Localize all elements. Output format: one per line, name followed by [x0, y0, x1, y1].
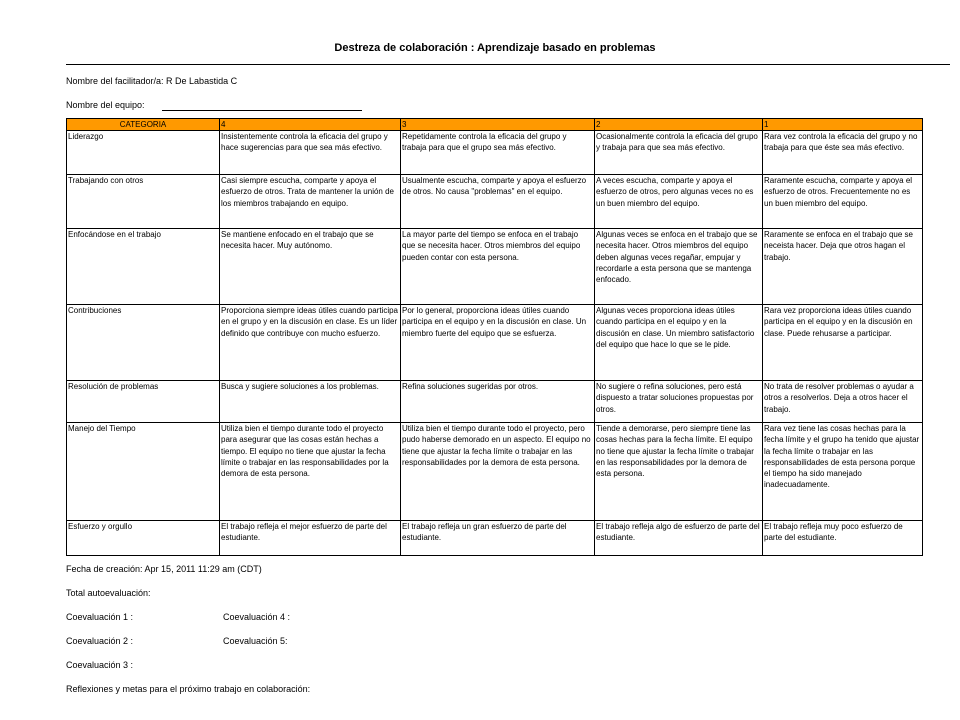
- descriptor-cell: No trata de resolver problemas o ayudar a otros a resolverlos. Deja a otros hacer el trabajo.: [763, 381, 923, 423]
- descriptor-cell: Algunas veces se enfoca en el trabajo que se necesita hacer. Otros miembros del equipo deben algunas veces regañar, empujar y recordarle a esta persona que se mantenga enfocado.: [595, 229, 763, 305]
- descriptor-cell: Tiende a demorarse, pero siempre tiene las cosas hechas para la fecha límite. El equipo no tiene que ajustar la fecha límite o trabajar en las responsabilidades por la demora de esta persona.: [595, 423, 763, 521]
- header-score-3: 3: [401, 119, 595, 131]
- descriptor-cell: Algunas veces proporciona ideas útiles cuando participa en el equipo y en la discusión en clase. Un miembro satisfactorio del equipo que hace lo que se le pide.: [595, 305, 763, 381]
- descriptor-cell: Repetidamente controla la eficacia del grupo y trabaja para que el grupo sea más efectivo.: [401, 131, 595, 175]
- table-row: [67, 229, 923, 305]
- table-row: [67, 423, 923, 521]
- descriptor-cell: El trabajo refleja muy poco esfuerzo de parte del estudiante.: [763, 521, 923, 556]
- descriptor-cell: Raramente escucha, comparte y apoya el esfuerzo de otros. Frecuentemente no es un buen miembro del equipo.: [763, 175, 923, 229]
- facilitator-name: Nombre del facilitador/a: R De Labastida C: [66, 76, 238, 86]
- self-evaluation-total: Total autoevaluación:: [66, 588, 151, 598]
- descriptor-cell: El trabajo refleja algo de esfuerzo de parte del estudiante.: [595, 521, 763, 556]
- descriptor-cell: Rara vez tiene las cosas hechas para la fecha límite y el grupo ha tenido que ajustar la fecha límite o trabajar en las responsabilidades de esta persona porque el tiempo ha sido manejado inadecuadamente.: [763, 423, 923, 521]
- team-name-label: Nombre del equipo:: [66, 100, 145, 110]
- header-score-1: 1: [763, 119, 923, 131]
- descriptor-cell: Por lo general, proporciona ideas útiles cuando participa en el equipo y en la discusión en clase. Un miembro fuerte del equipo que se esfuerza.: [401, 305, 595, 381]
- criterion-cell: Enfocándose en el trabajo: [67, 229, 220, 305]
- table-row: [67, 175, 923, 229]
- descriptor-cell: La mayor parte del tiempo se enfoca en el trabajo que se necesita hacer. Otros miembros del equipo pueden contar con esta persona.: [401, 229, 595, 305]
- descriptor-cell: No sugiere o refina soluciones, pero está dispuesto a tratar soluciones propuestas por otros.: [595, 381, 763, 423]
- coevaluation-3: Coevaluación 3 :: [66, 660, 134, 670]
- criterion-cell: Liderazgo: [67, 131, 220, 175]
- descriptor-cell: A veces escucha, comparte y apoya el esfuerzo de otros, pero algunas veces no es un buen miembro del equipo.: [595, 175, 763, 229]
- descriptor-cell: Raramente se enfoca en el trabajo que se neceista hacer. Deja que otros hagan el trabajo.: [763, 229, 923, 305]
- coevaluation-4: Coevaluación 4 :: [223, 612, 291, 622]
- table-row: [67, 305, 923, 381]
- descriptor-cell: Se mantiene enfocado en el trabajo que se necesita hacer. Muy autónomo.: [220, 229, 401, 305]
- table-row: [67, 521, 923, 556]
- criterion-cell: Resolución de problemas: [67, 381, 220, 423]
- descriptor-cell: El trabajo refleja el mejor esfuerzo de parte del estudiante.: [220, 521, 401, 556]
- descriptor-cell: Usualmente escucha, comparte y apoya el esfuerzo de otros. No causa "problemas" en el equipo.: [401, 175, 595, 229]
- descriptor-cell: Utiliza bien el tiempo durante todo el proyecto, pero pudo haberse demorado en un aspecto. El equipo no tiene que ajustar la fecha límite o trabajar en las responsabilidades por la demora de esta persona.: [401, 423, 595, 521]
- descriptor-cell: Utiliza bien el tiempo durante todo el proyecto para asegurar que las cosas están hechas a tiempo. El equipo no tiene que ajustar la fecha límite o trabajar en las responsabilidades por la demora de esta persona.: [220, 423, 401, 521]
- header-score-4: 4: [220, 119, 401, 131]
- team-name-field[interactable]: [66, 100, 386, 120]
- coevaluation-2: Coevaluación 2 :: [66, 636, 134, 646]
- criterion-cell: Trabajando con otros: [67, 175, 220, 229]
- criterion-cell: Manejo del Tiempo: [67, 423, 220, 521]
- header-category: CATEGORIA: [67, 119, 220, 131]
- descriptor-cell: Busca y sugiere soluciones a los problemas.: [220, 381, 401, 423]
- rubric-table: [66, 118, 923, 556]
- coevaluation-1: Coevaluación 1 :: [66, 612, 134, 622]
- descriptor-cell: Casi siempre escucha, comparte y apoya el esfuerzo de otros. Trata de mantener la unión de los miembros trabajando en equipo.: [220, 175, 401, 229]
- creation-date: Fecha de creación: Apr 15, 2011 11:29 am (CDT): [66, 564, 262, 574]
- descriptor-cell: Insistentemente controla la eficacia del grupo y hace sugerencias para que sea más efectivo.: [220, 131, 401, 175]
- descriptor-cell: Ocasionalmente controla la eficacia del grupo y trabaja para que sea más efectivo.: [595, 131, 763, 175]
- criterion-cell: Esfuerzo y orgullo: [67, 521, 220, 556]
- table-row: [67, 381, 923, 423]
- descriptor-cell: Rara vez proporciona ideas útiles cuando participa en el equipo y en la discusión en clase. Puede rehusarse a participar.: [763, 305, 923, 381]
- descriptor-cell: El trabajo refleja un gran esfuerzo de parte del estudiante.: [401, 521, 595, 556]
- header-score-2: 2: [595, 119, 763, 131]
- reflections-label: Reflexiones y metas para el próximo trabajo en colaboración:: [66, 684, 311, 694]
- coevaluation-5: Coevaluación 5:: [223, 636, 288, 646]
- descriptor-cell: Rara vez controla la eficacia del grupo y no trabaja para que éste sea más efectivo.: [763, 131, 923, 175]
- title-divider: [66, 64, 950, 65]
- descriptor-cell: Proporciona siempre ideas útiles cuando participa en el grupo y en la discusión en clase. Es un líder definido que contribuye con mucho esfuerzo.: [220, 305, 401, 381]
- document-title: Destreza de colaboración : Aprendizaje basado en problemas: [334, 42, 656, 54]
- team-name-blank-line: [162, 110, 362, 111]
- criterion-cell: Contribuciones: [67, 305, 220, 381]
- descriptor-cell: Refina soluciones sugeridas por otros.: [401, 381, 595, 423]
- rubric-header-row: [67, 119, 923, 131]
- table-row: [67, 131, 923, 175]
